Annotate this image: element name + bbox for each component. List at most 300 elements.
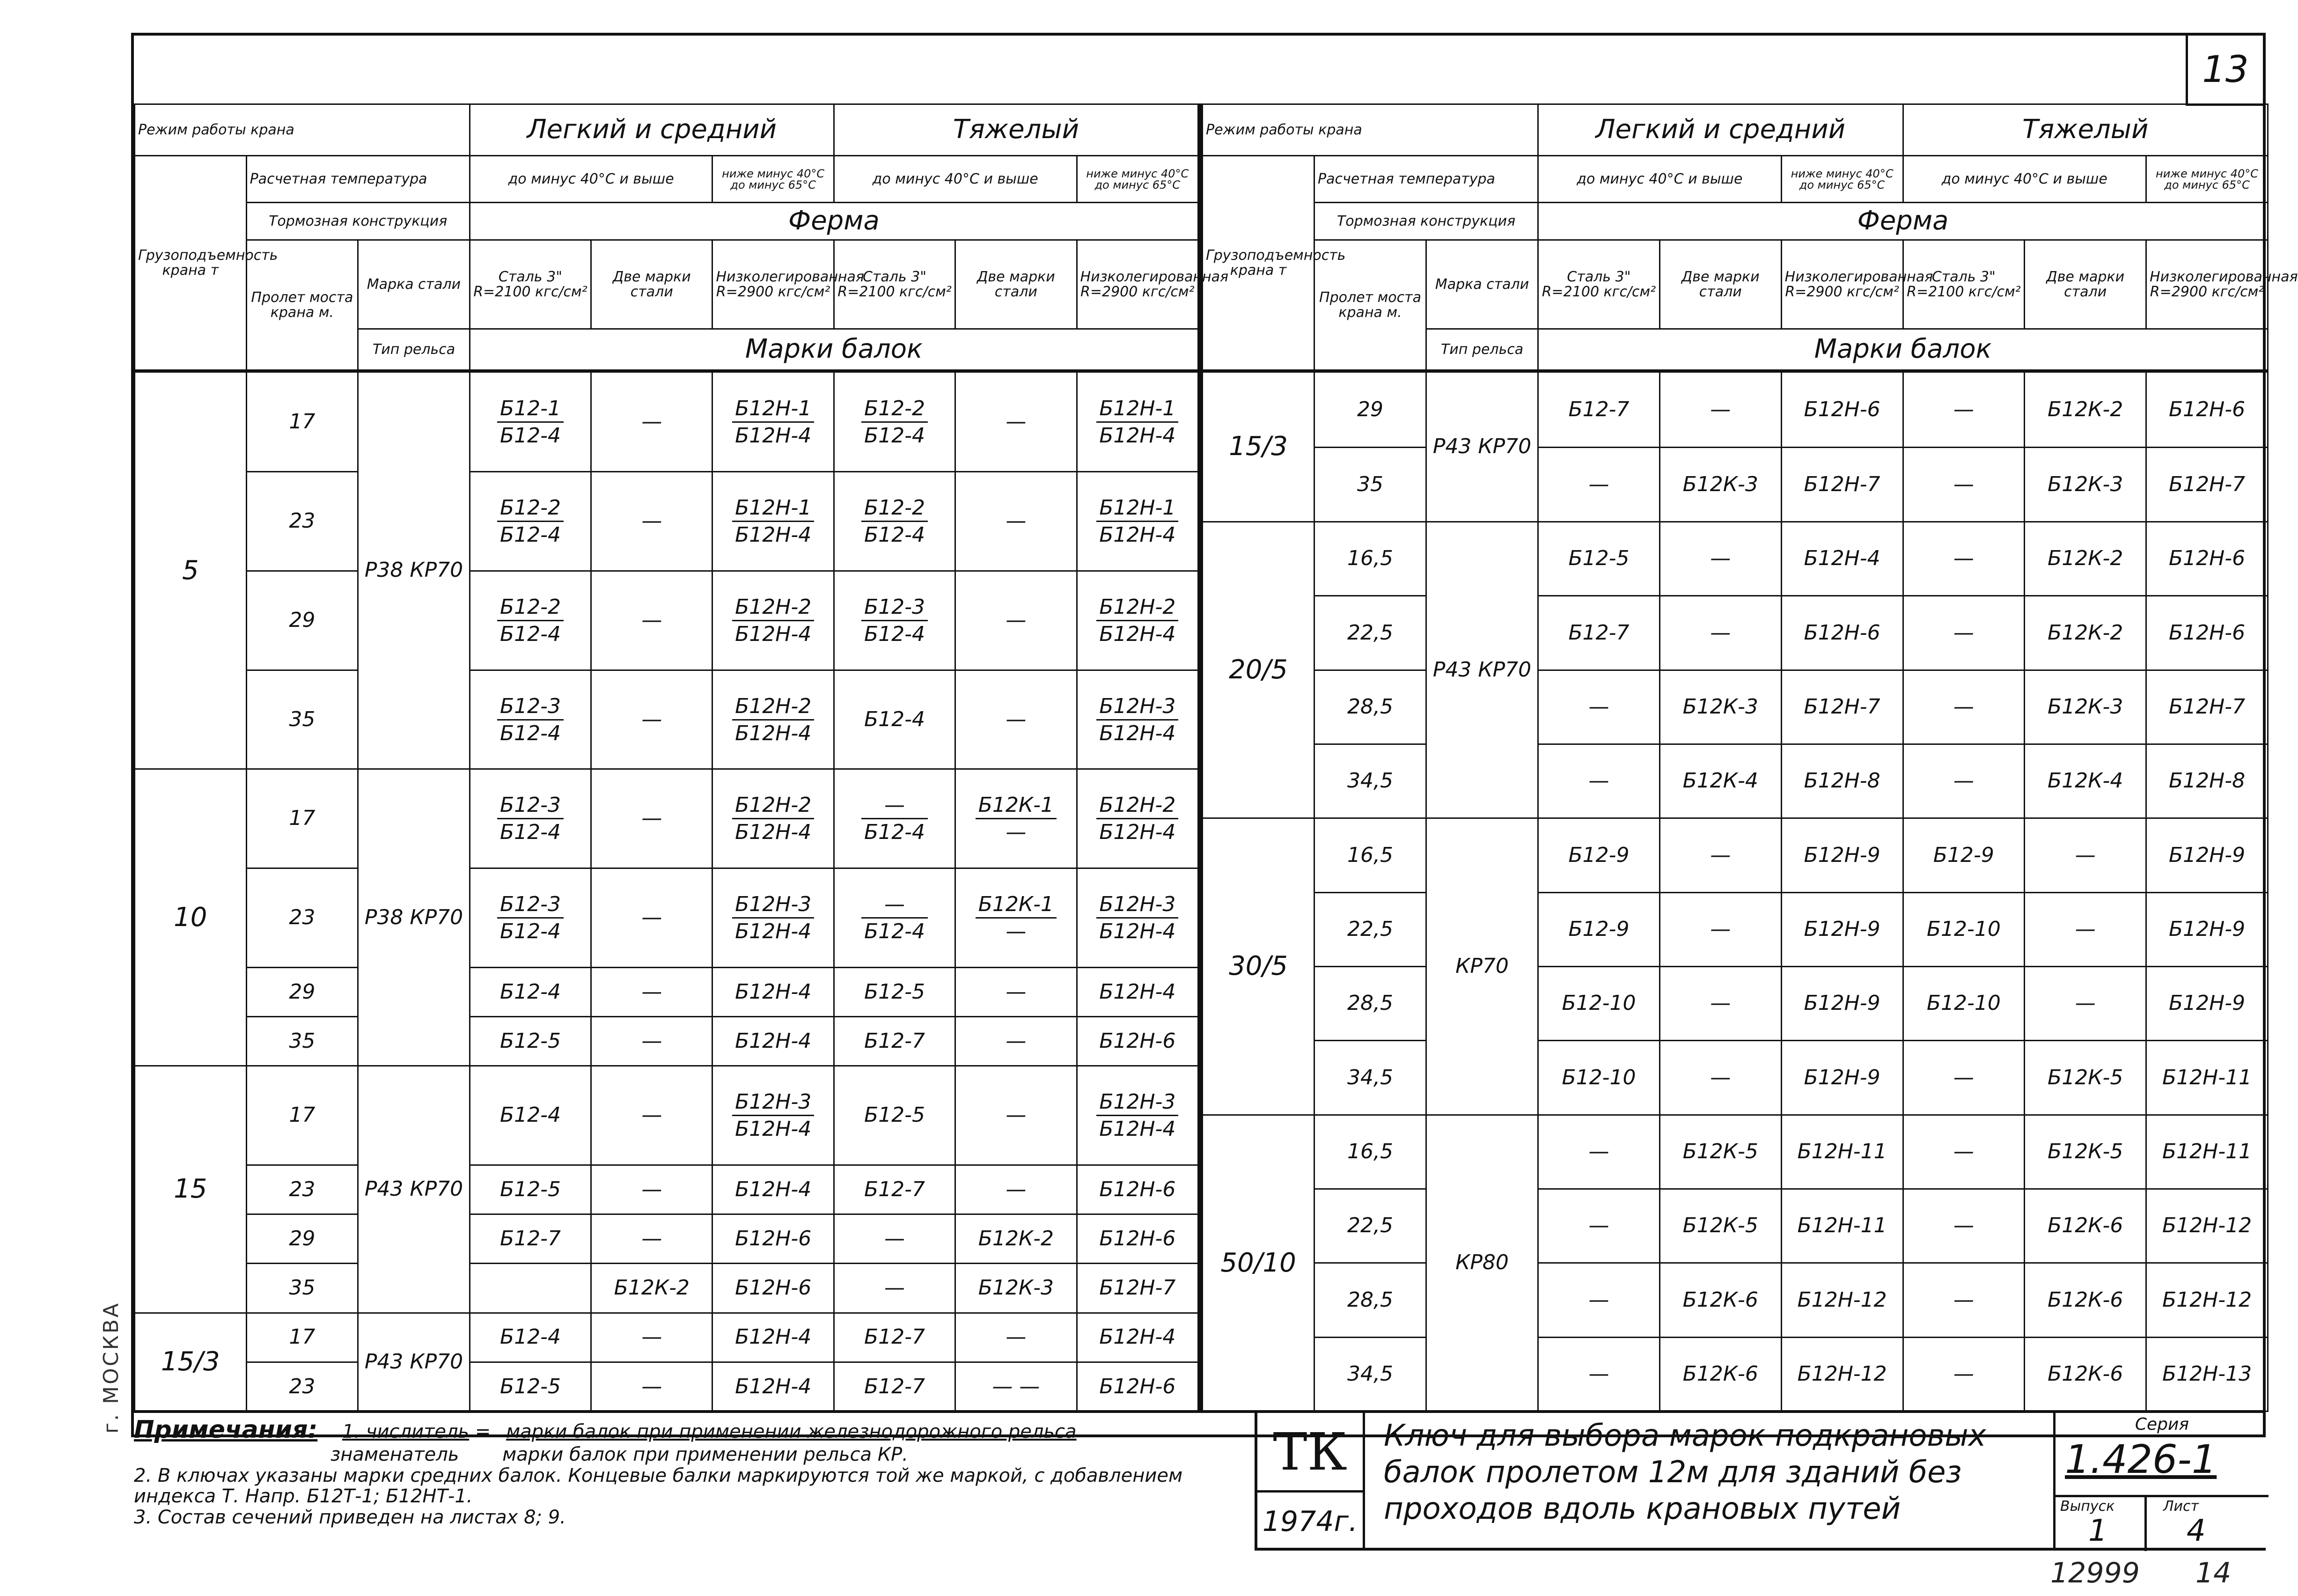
right-beam-cell: Б12К-5: [2025, 1041, 2146, 1115]
left-beam-cell: $\frac{Б12Н-2}{Б12Н-4}$: [1077, 769, 1198, 868]
note2: 2. В ключах указаны марки средних балок. Концевые балки маркируются той же маркой, с добавлением индекса Т. Напр. Б12Т-1; Б12НТ-1.: [134, 1465, 1183, 1507]
right-span-cell: 29: [1314, 371, 1426, 448]
drawing-title: Ключ для выбора марок подкрановых балок пролетом 12м для зданий без проходов вдоль крановых путей: [1384, 1419, 1986, 1527]
right-beam-cell: Б12К-5: [2025, 1115, 2146, 1189]
right-span-cell: 28,5: [1314, 966, 1426, 1040]
right-steel-label: Марка стали: [1426, 240, 1538, 329]
left-beam-cell: —: [591, 868, 712, 968]
right-table-row: [1203, 1337, 2268, 1411]
right-beam-cell: —: [2025, 892, 2146, 966]
right-span-cell: 35: [1314, 448, 1426, 522]
left-beam-cell: $\frac{Б12Н-3}{Б12Н-4}$: [1077, 868, 1198, 968]
left-span-cell: 17: [246, 769, 358, 868]
left-header-row-4: [135, 240, 1198, 329]
left-beam-cell: Б12-7: [834, 1165, 955, 1214]
right-beam-cell: Б12К-6: [2025, 1337, 2146, 1411]
left-table-row: [135, 868, 1198, 968]
left-span-cell: 29: [246, 967, 358, 1016]
left-beam-cell: $\frac{Б12Н-1}{Б12Н-4}$: [712, 472, 834, 571]
left-beam-cell: Б12Н-4: [1077, 1313, 1198, 1362]
left-table-row: [135, 1214, 1198, 1264]
left-beams-label: Марки балок: [470, 329, 1198, 371]
series-label: Серия: [2135, 1415, 2189, 1434]
left-header-row-1: [135, 104, 1198, 156]
right-beam-cell: —: [1659, 892, 1781, 966]
left-beam-cell: Б12Н-4: [712, 967, 834, 1016]
left-beam-cell: Б12Н-4: [712, 1313, 834, 1362]
left-key-table: [134, 103, 1229, 1412]
left-truss-label: Ферма: [470, 203, 1198, 240]
left-table-row: [135, 1313, 1198, 1362]
left-capacity-cell: 10: [135, 769, 247, 1066]
archive-number: 12999: [2050, 1557, 2140, 1589]
right-beam-cell: —: [1659, 371, 1781, 448]
left-beam-cell: Б12-4: [470, 1313, 591, 1362]
right-steel-col-0: Сталь 3" R=2100 кгс/см²: [1538, 240, 1660, 329]
right-span-cell: 34,5: [1314, 1337, 1426, 1411]
left-beam-cell: Б12Н-4: [712, 1165, 834, 1214]
right-beam-cell: —: [1903, 371, 2025, 448]
right-beam-cell: Б12Н-6: [2146, 596, 2268, 670]
left-steel-col-5: Низколегированная R=2900 кгс/см²: [1077, 240, 1198, 329]
left-beam-cell: —: [834, 1264, 955, 1313]
right-beam-cell: —: [1659, 596, 1781, 670]
left-rail-cell: Р43 КР70: [358, 1066, 470, 1313]
left-brake-label: Тормозная конструкция: [246, 203, 470, 240]
right-beam-cell: —: [1538, 1189, 1660, 1263]
note3: 3. Состав сечений приведен на листах 8; 9.: [134, 1507, 566, 1528]
left-beam-cell: Б12Н-6: [1077, 1362, 1198, 1411]
left-beam-cell: $\frac{Б12К-1}{—}$: [955, 769, 1077, 868]
right-beam-cell: Б12-10: [1538, 966, 1660, 1040]
right-beam-cell: Б12К-2: [2025, 371, 2146, 448]
right-beam-cell: Б12-7: [1538, 596, 1660, 670]
left-beam-cell: Б12Н-6: [1077, 1165, 1198, 1214]
right-header-row-1: [1203, 104, 2268, 156]
drawing-sheet: [131, 33, 2298, 1437]
right-beam-cell: Б12К-6: [1659, 1337, 1781, 1411]
right-beam-cell: Б12-10: [1538, 1041, 1660, 1115]
right-beam-cell: —: [1538, 744, 1660, 818]
left-heavy-label: Тяжелый: [834, 104, 1198, 156]
left-span-cell: 23: [246, 1362, 358, 1411]
right-beam-cell: Б12Н-7: [1781, 448, 1903, 522]
left-beam-cell: —: [591, 472, 712, 571]
right-table-row: [1203, 1189, 2268, 1263]
left-beam-cell: —: [955, 1165, 1077, 1214]
note1-label: 1. числитель: [342, 1421, 470, 1442]
right-temp-label: Расчетная температура: [1314, 156, 1538, 203]
issue-number: 1: [2088, 1514, 2107, 1548]
right-beam-cell: Б12Н-11: [1781, 1189, 1903, 1263]
right-span-cell: 16,5: [1314, 522, 1426, 596]
right-temp1: до минус 40°С и выше: [1538, 156, 1782, 203]
left-span-cell: 23: [246, 1165, 358, 1214]
right-beam-cell: Б12Н-6: [1781, 371, 1903, 448]
left-steel-col-1: Две марки стали: [591, 240, 712, 329]
right-beam-cell: —: [1538, 1263, 1660, 1337]
right-beam-cell: —: [1903, 744, 2025, 818]
left-temp-label: Расчетная температура: [246, 156, 470, 203]
left-beam-cell: —: [591, 1066, 712, 1165]
right-table-row: [1203, 448, 2268, 522]
left-capacity-cell: 15: [135, 1066, 247, 1313]
right-table-row: [1203, 1263, 2268, 1337]
right-beam-cell: Б12К-4: [1659, 744, 1781, 818]
left-beam-cell: $\frac{Б12-3}{Б12-4}$: [834, 571, 955, 670]
right-table-row: [1203, 892, 2268, 966]
left-beam-cell: $\frac{Б12Н-1}{Б12Н-4}$: [712, 371, 834, 472]
right-table-row: [1203, 670, 2268, 744]
right-brake-label: Тормозная конструкция: [1314, 203, 1538, 240]
left-header-row-3: [135, 203, 1198, 240]
left-rail-label: Тип рельса: [358, 329, 470, 371]
left-table-row: [135, 472, 1198, 571]
right-light-label: Легкий и средний: [1538, 104, 1903, 156]
left-beam-cell: Б12-7: [834, 1313, 955, 1362]
right-mode-label: Режим работы крана: [1203, 104, 1538, 156]
left-beam-cell: —: [591, 1313, 712, 1362]
right-beam-cell: —: [1659, 966, 1781, 1040]
left-steel-col-2: Низколегированная R=2900 кгс/см²: [712, 240, 834, 329]
right-beam-cell: Б12Н-9: [1781, 966, 1903, 1040]
right-beam-cell: —: [1659, 1041, 1781, 1115]
right-heavy-label: Тяжелый: [1903, 104, 2268, 156]
right-header-row-3: [1203, 203, 2268, 240]
year: 1974г.: [1257, 1493, 1365, 1551]
right-beam-cell: Б12К-3: [1659, 670, 1781, 744]
left-mode-label: Режим работы крана: [135, 104, 470, 156]
right-beam-cell: Б12Н-8: [2146, 744, 2268, 818]
left-span-label: Пролет моста крана м.: [246, 240, 358, 371]
left-beam-cell: Б12К-2: [955, 1214, 1077, 1264]
left-beam-cell: $\frac{Б12-2}{Б12-4}$: [470, 571, 591, 670]
left-beam-cell: — —: [955, 1362, 1077, 1411]
left-table-row: [135, 571, 1198, 670]
right-table-row: [1203, 1115, 2268, 1189]
right-beam-cell: Б12-9: [1903, 818, 2025, 892]
left-beam-cell: Б12-5: [834, 1066, 955, 1165]
right-temp1-heavy: до минус 40°С и выше: [1903, 156, 2146, 203]
left-beam-cell: —: [591, 571, 712, 670]
left-temp2: ниже минус 40°С до минус 65°С: [712, 156, 834, 203]
right-span-cell: 22,5: [1314, 1189, 1426, 1263]
left-beam-cell: Б12Н-6: [712, 1264, 834, 1313]
right-span-cell: 16,5: [1314, 1115, 1426, 1189]
right-table-row: [1203, 596, 2268, 670]
left-beam-cell: $\frac{Б12Н-3}{Б12Н-4}$: [712, 1066, 834, 1165]
left-beam-cell: $\frac{Б12Н-1}{Б12Н-4}$: [1077, 472, 1198, 571]
right-capacity-label: Грузоподъемность крана т: [1203, 156, 1314, 371]
left-table-row: [135, 670, 1198, 769]
left-span-cell: 17: [246, 1066, 358, 1165]
right-beam-cell: —: [1538, 448, 1660, 522]
right-beam-cell: Б12Н-11: [2146, 1115, 2268, 1189]
left-capacity-cell: 15/3: [135, 1313, 247, 1411]
left-span-cell: 35: [246, 1264, 358, 1313]
right-steel-col-1: Две марки стали: [1659, 240, 1781, 329]
right-beam-cell: Б12Н-9: [1781, 1041, 1903, 1115]
right-beam-cell: Б12Н-9: [1781, 818, 1903, 892]
right-beam-cell: —: [1538, 1337, 1660, 1411]
right-beam-cell: Б12Н-11: [2146, 1041, 2268, 1115]
right-beam-cell: —: [1538, 1115, 1660, 1189]
right-beam-cell: Б12К-2: [2025, 522, 2146, 596]
archive-page: 14: [2195, 1557, 2232, 1589]
left-table-row: [135, 967, 1198, 1016]
left-steel-col-4: Две марки стали: [955, 240, 1077, 329]
left-table-row: [135, 1017, 1198, 1066]
right-span-cell: 28,5: [1314, 1263, 1426, 1337]
left-beam-cell: —: [591, 1362, 712, 1411]
right-span-cell: 34,5: [1314, 1041, 1426, 1115]
right-beam-cell: Б12Н-7: [2146, 670, 2268, 744]
left-beam-cell: [470, 1264, 591, 1313]
left-table-row: [135, 371, 1198, 472]
left-rail-cell: Р38 КР70: [358, 769, 470, 1066]
left-beam-cell: —: [955, 1313, 1077, 1362]
left-beam-cell: —: [955, 571, 1077, 670]
right-beam-cell: Б12Н-9: [1781, 892, 1903, 966]
right-capacity-cell: 20/5: [1203, 522, 1314, 818]
left-beam-cell: $\frac{Б12Н-3}{Б12Н-4}$: [1077, 1066, 1198, 1165]
left-span-cell: 23: [246, 472, 358, 571]
right-table-row: [1203, 966, 2268, 1040]
left-table-row: [135, 1066, 1198, 1165]
right-span-cell: 22,5: [1314, 892, 1426, 966]
right-beam-cell: Б12Н-11: [1781, 1115, 1903, 1189]
right-rail-label: Тип рельса: [1426, 329, 1538, 371]
notes-block: Примечания: 1. числитель = марки балок при применении железнодорожного рельса знаменатель марки балок при применении рельса КР. 2. В ключах указаны марки средних балок. Концевые балки маркируются той же маркой, с добавлением индекса Т. Напр. Б12Т-1; Б12НТ-1. 3. Состав сечений приведен на листах 8; 9.: [134, 1410, 1255, 1551]
left-beam-cell: —: [834, 1214, 955, 1264]
left-beam-cell: Б12К-3: [955, 1264, 1077, 1313]
right-table-row: [1203, 1041, 2268, 1115]
right-beam-cell: Б12Н-12: [2146, 1189, 2268, 1263]
right-span-label: Пролет моста крана м.: [1314, 240, 1426, 371]
left-beam-cell: Б12-4: [834, 670, 955, 769]
left-capacity-cell: 5: [135, 371, 247, 769]
right-span-cell: 22,5: [1314, 596, 1426, 670]
left-beam-cell: $\frac{Б12Н-2}{Б12Н-4}$: [712, 769, 834, 868]
left-beam-cell: —: [955, 670, 1077, 769]
left-table-row: [135, 1165, 1198, 1214]
left-beam-cell: Б12-5: [834, 967, 955, 1016]
left-beam-cell: $\frac{Б12-2}{Б12-4}$: [470, 472, 591, 571]
right-beam-cell: Б12Н-4: [1781, 522, 1903, 596]
note1-denominator: знаменатель: [330, 1444, 459, 1465]
right-beam-cell: Б12Н-8: [1781, 744, 1903, 818]
right-beam-cell: Б12Н-9: [2146, 818, 2268, 892]
right-truss-label: Ферма: [1538, 203, 2268, 240]
left-beam-cell: $\frac{Б12-1}{Б12-4}$: [470, 371, 591, 472]
left-temp1: до минус 40°С и выше: [470, 156, 712, 203]
right-beam-cell: Б12К-3: [2025, 448, 2146, 522]
right-beam-cell: —: [1903, 522, 2025, 596]
sheet-number: 13: [2186, 36, 2263, 106]
right-beam-cell: Б12-9: [1538, 818, 1660, 892]
right-beam-cell: Б12Н-6: [2146, 522, 2268, 596]
left-temp2-heavy: ниже минус 40°С до минус 65°С: [1077, 156, 1198, 203]
right-rail-cell: КР70: [1426, 818, 1538, 1115]
left-beam-cell: —: [955, 472, 1077, 571]
left-table-row: [135, 769, 1198, 868]
right-span-cell: 34,5: [1314, 744, 1426, 818]
left-beam-cell: —: [591, 1017, 712, 1066]
left-beam-cell: Б12-5: [470, 1165, 591, 1214]
left-beam-cell: —: [955, 967, 1077, 1016]
right-beam-cell: —: [1903, 1189, 2025, 1263]
left-steel-label: Марка стали: [358, 240, 470, 329]
left-beam-cell: —: [591, 967, 712, 1016]
right-beam-cell: —: [1538, 670, 1660, 744]
series-number: 1.426-1: [2065, 1436, 2217, 1482]
left-beam-cell: $\frac{Б12-2}{Б12-4}$: [834, 472, 955, 571]
right-rail-cell: КР80: [1426, 1115, 1538, 1411]
right-table-row: [1203, 371, 2268, 448]
left-beam-cell: Б12Н-6: [712, 1214, 834, 1264]
right-header-row-4: [1203, 240, 2268, 329]
left-span-cell: 29: [246, 571, 358, 670]
right-beam-cell: —: [1903, 670, 2025, 744]
right-beam-cell: Б12-5: [1538, 522, 1660, 596]
left-rail-cell: Р38 КР70: [358, 371, 470, 769]
right-beam-cell: Б12Н-6: [2146, 371, 2268, 448]
right-beam-cell: —: [1659, 522, 1781, 596]
issue-label: Выпуск: [2060, 1498, 2115, 1515]
right-beam-cell: —: [1903, 596, 2025, 670]
left-steel-col-3: Сталь 3" R=2100 кгс/см²: [834, 240, 955, 329]
left-beam-cell: $\frac{—}{Б12-4}$: [834, 868, 955, 968]
right-steel-col-2: Низколегированная R=2900 кгс/см²: [1781, 240, 1903, 329]
right-beam-cell: —: [1903, 448, 2025, 522]
left-beam-cell: $\frac{Б12Н-2}{Б12Н-4}$: [712, 670, 834, 769]
left-beam-cell: —: [955, 1017, 1077, 1066]
left-beam-cell: Б12Н-6: [1077, 1214, 1198, 1264]
left-beam-cell: Б12Н-4: [712, 1362, 834, 1411]
right-beam-cell: Б12-10: [1903, 892, 2025, 966]
left-beam-cell: $\frac{Б12Н-2}{Б12Н-4}$: [1077, 571, 1198, 670]
left-beam-cell: $\frac{Б12Н-3}{Б12Н-4}$: [712, 868, 834, 968]
left-beam-cell: Б12-7: [834, 1017, 955, 1066]
right-beam-cell: Б12К-6: [2025, 1263, 2146, 1337]
right-beam-cell: Б12Н-12: [1781, 1337, 1903, 1411]
right-beam-cell: Б12К-6: [1659, 1263, 1781, 1337]
left-beam-cell: $\frac{Б12Н-3}{Б12Н-4}$: [1077, 670, 1198, 769]
right-beam-cell: Б12-10: [1903, 966, 2025, 1040]
right-table-row: [1203, 818, 2268, 892]
sheet-label: Лист: [2163, 1498, 2199, 1515]
right-table-row: [1203, 522, 2268, 596]
left-beam-cell: $\frac{Б12-3}{Б12-4}$: [470, 769, 591, 868]
left-beam-cell: $\frac{Б12Н-2}{Б12Н-4}$: [712, 571, 834, 670]
right-beam-cell: Б12К-4: [2025, 744, 2146, 818]
right-beam-cell: —: [1659, 818, 1781, 892]
right-beam-cell: Б12К-5: [1659, 1115, 1781, 1189]
right-temp2-heavy: ниже минус 40°С до минус 65°С: [2146, 156, 2268, 203]
left-beam-cell: Б12-4: [470, 967, 591, 1016]
left-span-cell: 35: [246, 670, 358, 769]
left-beam-cell: Б12Н-4: [712, 1017, 834, 1066]
side-city-stamp: г. МОСКВА: [99, 1302, 123, 1434]
right-beam-cell: Б12Н-6: [1781, 596, 1903, 670]
left-light-label: Легкий и средний: [470, 104, 834, 156]
right-beam-cell: Б12-7: [1538, 371, 1660, 448]
right-beam-cell: Б12Н-7: [1781, 670, 1903, 744]
left-beam-cell: —: [591, 670, 712, 769]
left-span-cell: 35: [246, 1017, 358, 1066]
left-beam-cell: —: [955, 371, 1077, 472]
right-beam-cell: —: [1903, 1263, 2025, 1337]
left-temp1-heavy: до минус 40°С и выше: [834, 156, 1077, 203]
right-capacity-cell: 30/5: [1203, 818, 1314, 1115]
right-temp2: ниже минус 40°С до минус 65°С: [1781, 156, 1903, 203]
right-beam-cell: Б12К-5: [1659, 1189, 1781, 1263]
right-beams-label: Марки балок: [1538, 329, 2268, 371]
left-beam-cell: —: [955, 1066, 1077, 1165]
right-beam-cell: —: [1903, 1041, 2025, 1115]
right-beam-cell: Б12К-2: [2025, 596, 2146, 670]
right-span-cell: 16,5: [1314, 818, 1426, 892]
right-beam-cell: —: [2025, 966, 2146, 1040]
note1-numerator-text: марки балок при применении железнодорожного рельса: [506, 1421, 1077, 1442]
right-beam-cell: Б12Н-9: [2146, 966, 2268, 1040]
left-beam-cell: —: [591, 1214, 712, 1264]
left-span-cell: 23: [246, 868, 358, 968]
left-table-row: [135, 1264, 1198, 1313]
right-beam-cell: —: [2025, 818, 2146, 892]
right-steel-col-4: Две марки стали: [2025, 240, 2146, 329]
right-beam-cell: Б12Н-13: [2146, 1337, 2268, 1411]
org-code: ТК: [1257, 1413, 1365, 1493]
right-beam-cell: —: [1903, 1115, 2025, 1189]
left-beam-cell: Б12-5: [470, 1017, 591, 1066]
left-beam-cell: Б12-4: [470, 1066, 591, 1165]
left-beam-cell: $\frac{—}{Б12-4}$: [834, 769, 955, 868]
left-span-cell: 29: [246, 1214, 358, 1264]
left-beam-cell: —: [591, 769, 712, 868]
right-rail-cell: Р43 КР70: [1426, 371, 1538, 522]
left-span-cell: 17: [246, 1313, 358, 1362]
right-table-row: [1203, 744, 2268, 818]
left-table-row: [135, 1362, 1198, 1411]
left-beam-cell: Б12Н-4: [1077, 967, 1198, 1016]
note1-denominator-text: марки балок при применении рельса КР.: [502, 1444, 908, 1465]
sheet-no: 4: [2187, 1514, 2206, 1548]
right-beam-cell: Б12-9: [1538, 892, 1660, 966]
left-beam-cell: $\frac{Б12Н-1}{Б12Н-4}$: [1077, 371, 1198, 472]
left-capacity-label: Грузоподъемность крана т: [135, 156, 247, 371]
right-steel-col-3: Сталь 3" R=2100 кгс/см²: [1903, 240, 2025, 329]
right-span-cell: 28,5: [1314, 670, 1426, 744]
left-beam-cell: $\frac{Б12К-1}{—}$: [955, 868, 1077, 968]
right-steel-col-5: Низколегированная R=2900 кгс/см²: [2146, 240, 2268, 329]
right-beam-cell: Б12Н-7: [2146, 448, 2268, 522]
left-beam-cell: —: [591, 1165, 712, 1214]
right-beam-cell: Б12Н-9: [2146, 892, 2268, 966]
left-beam-cell: $\frac{Б12-3}{Б12-4}$: [470, 670, 591, 769]
right-beam-cell: Б12К-3: [2025, 670, 2146, 744]
left-beam-cell: Б12-7: [470, 1214, 591, 1264]
left-beam-cell: Б12Н-7: [1077, 1264, 1198, 1313]
right-beam-cell: Б12Н-12: [1781, 1263, 1903, 1337]
right-key-table: [1199, 103, 2298, 1412]
left-beam-cell: Б12-7: [834, 1362, 955, 1411]
left-beam-cell: $\frac{Б12-2}{Б12-4}$: [834, 371, 955, 472]
left-header-row-2: [135, 156, 1198, 203]
right-header-row-2: [1203, 156, 2268, 203]
right-beam-cell: Б12К-6: [2025, 1189, 2146, 1263]
right-capacity-cell: 15/3: [1203, 371, 1314, 522]
